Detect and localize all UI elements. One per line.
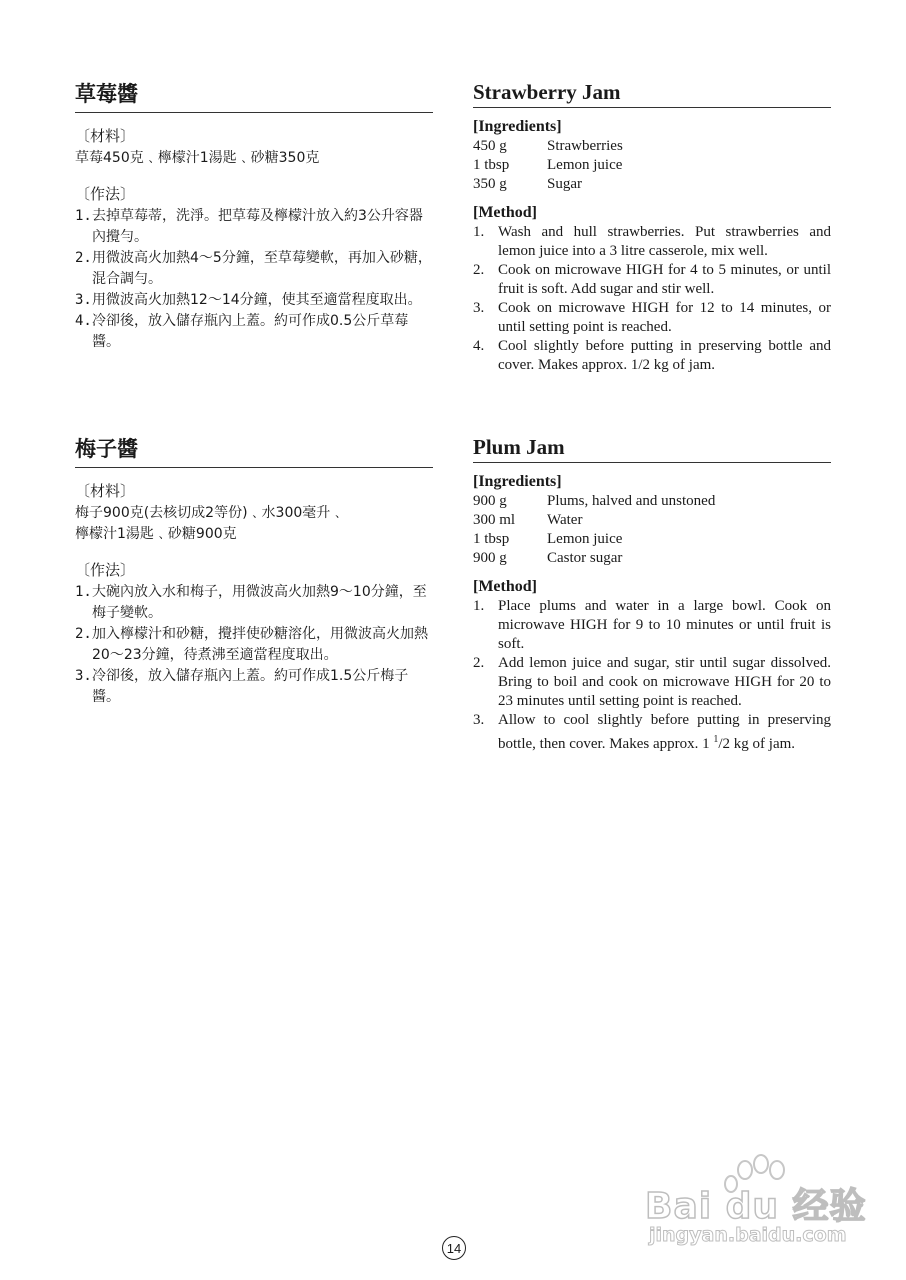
ingredients-heading: 〔材料〕: [75, 482, 136, 500]
ingredients-list: [473, 492, 831, 568]
watermark-brand-text: Bai du 经验: [645, 1186, 867, 1227]
method-heading: 〔作法〕: [75, 561, 136, 579]
method-steps: [473, 597, 831, 754]
method-step: 1. Place plums and water in a large bowl. Cook on microwave HIGH for 9 to 10 minutes or until fruit is soft.: [473, 598, 831, 652]
plum-jam-zh-section: [75, 433, 433, 708]
watermark-url-text: jingyan.baidu.com: [649, 1224, 847, 1246]
page-number: 14: [442, 1236, 466, 1260]
ingredients-list: [473, 137, 831, 194]
method-step: 2. 加入檸檬汁和砂糖，攪拌使砂糖溶化，用微波高火加熱20～23分鐘，待煮沸至適當程度取出。: [75, 626, 428, 663]
method-step-text: Allow to cool slightly before putting in preserving bottle, then cover. Makes approx. 1 $^1$/2 kg of jam.: [498, 712, 831, 752]
method-step: 4. 冷卻後，放入儲存瓶內上蓋。約可作成0.5公斤草莓醬。: [75, 313, 409, 350]
baidu-jingyan-watermark: [645, 1148, 867, 1248]
method-step: 2. Cook on microwave HIGH for 4 to 5 minutes, or until fruit is soft. Add sugar and stir well.: [473, 262, 831, 297]
recipe-title: Strawberry Jam: [473, 80, 831, 108]
ingredients-heading: [Ingredients]: [473, 118, 562, 135]
method-steps: [75, 206, 433, 353]
strawberry-jam-zh-section: [75, 78, 433, 353]
ingredient-row: 1 tbsp Lemon juice: [473, 531, 623, 547]
plum-jam-en-section: [473, 435, 831, 754]
recipe-title: 草莓醬: [75, 78, 433, 113]
ingredients-heading: 〔材料〕: [75, 127, 136, 145]
method-step: 1. 大碗內放入水和梅子，用微波高火加熱9～10分鐘，至梅子變軟。: [75, 584, 427, 621]
ingredient-row: 1 tbsp Lemon juice: [473, 157, 623, 173]
ingredient-row: 900 g Plums, halved and unstoned: [473, 493, 716, 509]
recipe-title: 梅子醬: [75, 433, 433, 468]
method-step: 2. 用微波高火加熱4～5分鐘，至草莓變軟，再加入砂糖，混合調勻。: [75, 250, 432, 287]
method-step: 3. Allow to cool slightly before putting in preserving bottle, then cover. Makes approx. 1 $^1$/2 kg of jam.: [473, 712, 831, 752]
method-steps: [473, 223, 831, 375]
ingredient-row: 450 g Strawberries: [473, 138, 623, 154]
ingredients-text-line1: 梅子900克(去核切成2等份)﹑水300毫升﹑: [75, 505, 345, 521]
method-step: 1. Wash and hull strawberries. Put strawberries and lemon juice into a 3 litre casserole, mix well.: [473, 224, 831, 259]
ingredients-heading: [Ingredients]: [473, 473, 562, 490]
method-step: 3. 冷卻後，放入儲存瓶內上蓋。約可作成1.5公斤梅子醬。: [75, 668, 409, 705]
method-step: 1. 去掉草莓蒂，洗淨。把草莓及檸檬汁放入約3公升容器內攪勻。: [75, 208, 423, 245]
ingredient-row: 350 g Sugar: [473, 176, 582, 192]
method-heading: 〔作法〕: [75, 185, 136, 203]
method-heading: [Method]: [473, 204, 537, 221]
strawberry-jam-en-section: [473, 80, 831, 375]
ingredient-row: 900 g Castor sugar: [473, 550, 623, 566]
method-step: 2. Add lemon juice and sugar, stir until sugar dissolved. Bring to boil and cook on microwave HIGH for 20 to 23 minutes until setting point is reached.: [473, 655, 831, 709]
method-step: 4. Cool slightly before putting in preserving bottle and cover. Makes approx. 1/2 kg of jam.: [473, 338, 831, 373]
recipe-title: Plum Jam: [473, 435, 831, 463]
ingredients-text-line2: 檸檬汁1湯匙﹑砂糖900克: [75, 526, 237, 542]
method-step: 3. 用微波高火加熱12～14分鐘，使其至適當程度取出。: [75, 292, 422, 308]
ingredients-text: 草莓450克﹑檸檬汁1湯匙﹑砂糖350克: [75, 150, 320, 166]
method-steps: [75, 582, 433, 708]
method-heading: [Method]: [473, 578, 537, 595]
ingredient-row: 300 ml Water: [473, 512, 583, 528]
method-step: 3. Cook on microwave HIGH for 12 to 14 minutes, or until setting point is reached.: [473, 300, 831, 335]
